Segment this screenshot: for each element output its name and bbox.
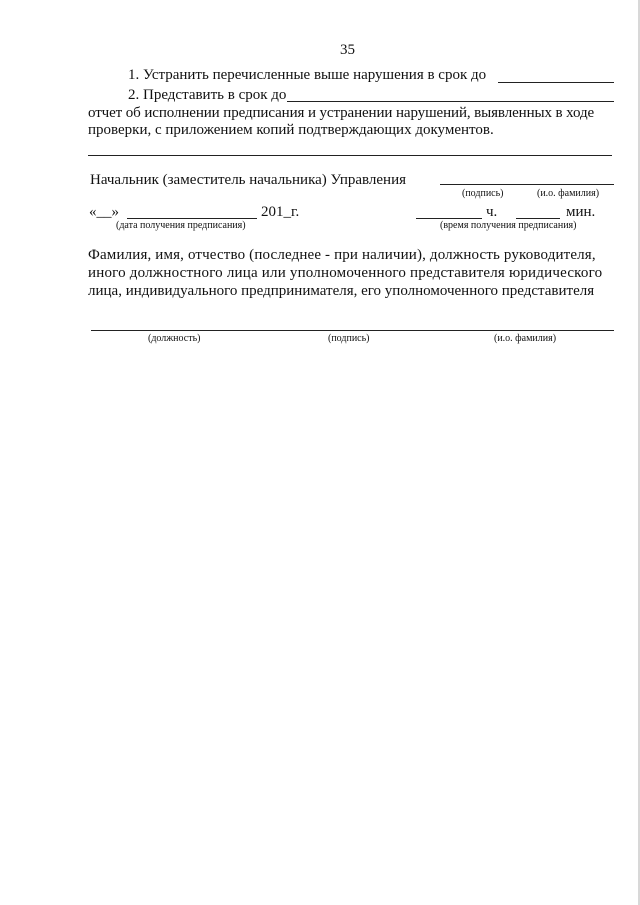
recipient-position-caption: (должность)	[148, 333, 201, 344]
item-1-deadline-line	[498, 82, 614, 83]
chief-name-caption: (и.о. фамилия)	[537, 188, 600, 199]
recipient-text-line-1: Фамилия, имя, отчество (последнее - при наличии), должность руководителя,	[88, 247, 596, 263]
item-2-text: 2. Представить в срок до	[128, 87, 287, 103]
receipt-date-quote: «__»	[89, 204, 119, 220]
recipient-text-line-2: иного должностного лица или уполномоченного представителя юридического	[88, 265, 603, 281]
recipient-name-caption: (и.о. фамилия)	[494, 333, 557, 344]
chief-title: Начальник (заместитель начальника) Управления	[90, 172, 407, 188]
item-1-text: 1. Устранить перечисленные выше нарушения в срок до	[128, 67, 487, 83]
receipt-minutes-line	[516, 218, 560, 219]
receipt-hours-label: ч.	[486, 204, 498, 220]
receipt-time-caption: (время получения предписания)	[440, 220, 577, 231]
report-text-line-1: отчет об исполнении предписания и устранении нарушений, выявленных в ходе	[88, 105, 595, 121]
recipient-text-line-3: лица, индивидуального предпринимателя, его уполномоченного представителя	[88, 283, 595, 299]
recipient-signature-caption: (подпись)	[328, 333, 370, 344]
page-number: 35	[340, 42, 355, 58]
receipt-date-line	[127, 218, 257, 219]
recipient-signature-line	[91, 330, 614, 331]
receipt-date-caption: (дата получения предписания)	[116, 220, 246, 231]
item-2-deadline-line	[287, 101, 614, 102]
report-text-line-2: проверки, с приложением копий подтверждающих документов.	[88, 122, 494, 138]
section-separator-line	[88, 155, 612, 156]
chief-signature-line	[440, 184, 614, 185]
receipt-hours-line	[416, 218, 482, 219]
receipt-minutes-label: мин.	[566, 204, 596, 220]
receipt-year: 201_г.	[261, 204, 300, 220]
chief-signature-caption: (подпись)	[462, 188, 504, 199]
